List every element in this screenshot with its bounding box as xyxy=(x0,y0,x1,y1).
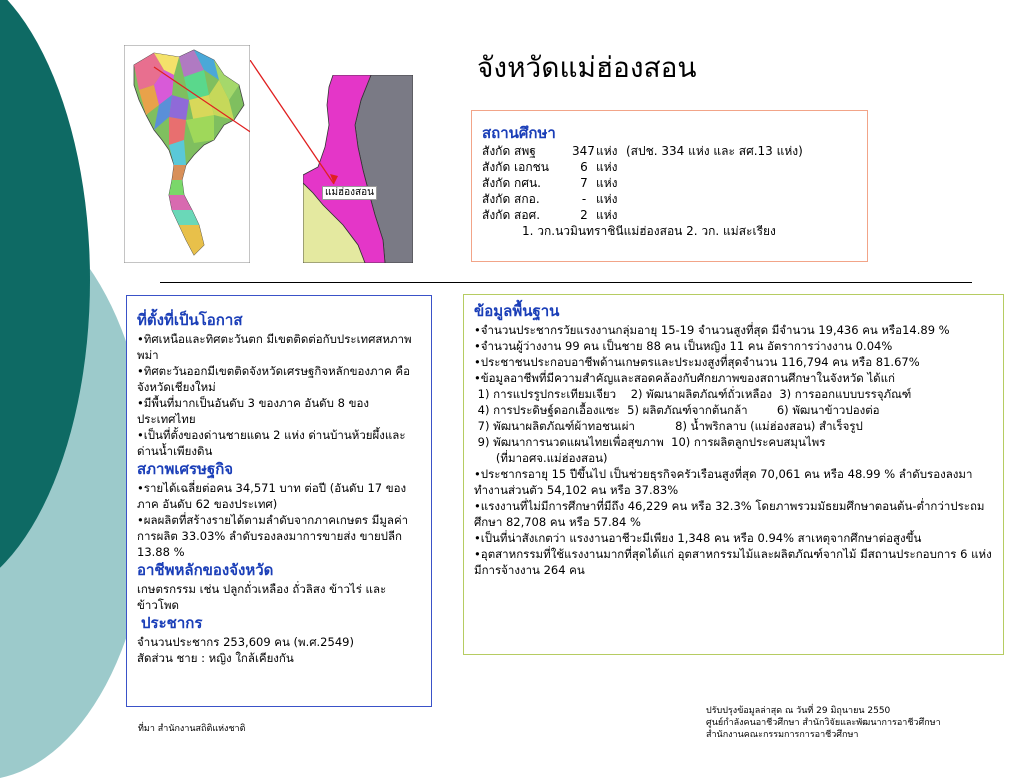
basic-data-item: •ประชากรอายุ 15 ปีขึ้นไป เป็นช่วยธุรกิจครัวเรือนสูงที่สุด 70,061 คน หรือ 48.99 % ลำดับรองลงมาทำงานส่วนตัว 54,102 คน หรือ 37.83% xyxy=(474,467,973,497)
divider xyxy=(160,282,972,283)
career-list-item: 1) การแปรรูปกระเทียมเจียว 2) พัฒนาผลิตภัณฑ์ถั่วเหลือง 3) การออกแบบบรรจุภัณฑ์ xyxy=(474,387,912,401)
school-unit: แห่ง xyxy=(596,176,618,190)
thailand-map xyxy=(124,45,250,263)
school-unit: แห่ง xyxy=(596,160,618,174)
school-org: สังกัด กศน. xyxy=(482,176,541,190)
career-text: เกษตรกรรม เช่น ปลูกถั่วเหลือง ถั่วลิสง ข้าวไร่ และข้าวโพด xyxy=(137,582,387,612)
basic-data-heading: ข้อมูลพื้นฐาน xyxy=(474,302,560,320)
basic-data-item: •ข้อมูลอาชีพที่มีความสำคัญและสอดคล้องกับศักยภาพของสถานศึกษาในจังหวัด ได้แก่ xyxy=(474,371,896,385)
map-label: แม่ฮ่องสอน xyxy=(322,186,377,200)
footer-note xyxy=(706,705,941,741)
school-unit: แห่ง xyxy=(596,144,618,158)
college-list: 1. วก.นวมินทราชินีแม่ฮ่องสอน 2. วก. แม่สะเรียง xyxy=(522,224,776,238)
footer-line: สำนักงานคณะกรรมการการอาชีวศึกษา xyxy=(706,730,859,740)
school-row xyxy=(482,207,857,223)
school-row xyxy=(482,159,857,175)
page-title: จังหวัดแม่ฮ่องสอน xyxy=(477,51,697,84)
school-unit: แห่ง xyxy=(596,208,618,222)
economy-item: •รายได้เฉลี่ยต่อคน 34,571 บาท ต่อปี (อันดับ 17 ของภาค อันดับ 62 ของประเทศ) xyxy=(137,481,407,511)
basic-data-item: •จำนวนประชากรวัยแรงงานกลุ่มอายุ 15-19 จำนวนสูงที่สุด มีจำนวน 19,436 คน หรือ14.89 % xyxy=(474,323,950,337)
school-row xyxy=(482,143,857,159)
school-count: 6 xyxy=(580,160,588,174)
footer-line: ปรับปรุงข้อมูลล่าสุด ณ วันที่ 29 มิถุนายน 2550 xyxy=(706,706,891,716)
population-item: สัดส่วน ชาย : หญิง ใกล้เคียงกัน xyxy=(137,651,294,665)
opportunity-item: •มีพื้นที่มากเป็นอันดับ 3 ของภาค อันดับ 8 ของประเทศไทย xyxy=(137,396,369,426)
career-list-item: 4) การประดิษฐ์ดอกเอื้องแซะ 5) ผลิตภัณฑ์จากต้นกล้า 6) พัฒนาข้าวปองต่อ xyxy=(474,403,880,417)
school-row xyxy=(482,191,857,207)
school-org: สังกัด สพฐ xyxy=(482,144,536,158)
school-note: (สปช. 334 แห่ง และ สศ.13 แห่ง) xyxy=(626,144,803,158)
population-item: จำนวนประชากร 253,609 คน (พ.ศ.2549) xyxy=(137,635,354,649)
basic-data-item: •แรงงานที่ไม่มีการศึกษาที่มีถึง 46,229 คน หรือ 32.3% โดยภาพรวมมัธยมศึกษาตอนต้น-ต่ำกว่าประถมศึกษา 82,708 คน หรือ 57.84 % xyxy=(474,499,985,529)
opportunity-item: •ทิศเหนือและทิศตะวันตก มีเขตติดต่อกับประเทศสหภาพพม่า xyxy=(137,332,412,362)
school-org: สังกัด สกอ. xyxy=(482,192,540,206)
basic-data-item: •อุตสาหกรรมที่ใช้แรงงานมากที่สุดได้แก่ อุตสาหกรรมไม้และผลิตภัณฑ์จากไม้ มีสถานประกอบการ 6 แห่ง มีการจ้างงาน 264 คน xyxy=(474,547,992,577)
school-org: สังกัด สอศ. xyxy=(482,208,541,222)
basic-data-item: •เป็นที่น่าสังเกตว่า แรงงานอาชีวะมีเพียง 1,348 คน หรือ 0.94% สาเหตุจากศึกษาต่อสูงขึ้น xyxy=(474,531,922,545)
economy-heading: สภาพเศรษฐกิจ xyxy=(137,460,234,478)
map-pointer-line xyxy=(250,60,340,190)
opportunity-item: •ทิศตะวันออกมีเขตติดจังหวัดเศรษฐกิจหลักของภาค คือจังหวัดเชียงใหม่ xyxy=(137,364,411,394)
career-heading: อาชีพหลักของจังหวัด xyxy=(137,561,274,579)
basic-data-box xyxy=(463,294,1004,655)
school-row xyxy=(482,175,857,191)
population-heading: ประชากร xyxy=(141,614,203,632)
footer-line: ศูนย์กำลังคนอาชีวศึกษา สำนักวิจัยและพัฒนาการอาชีวศึกษา xyxy=(706,718,941,728)
career-list-item: 9) พัฒนาการนวดแผนไทยเพื่อสุขภาพ 10) การผลิตลูกประคบสมุนไพร xyxy=(474,435,826,449)
career-source: (ที่มาอศจ.แม่ฮ่องสอน) xyxy=(474,451,608,465)
opportunity-heading: ที่ตั้งที่เป็นโอกาส xyxy=(137,311,243,329)
basic-data-item: •ประชาชนประกอบอาชีพด้านเกษตรและประมงสูงที่สุดจำนวน 116,794 คน หรือ 81.67% xyxy=(474,355,920,369)
school-heading: สถานศึกษา xyxy=(482,124,556,142)
economy-item: •ผลผลิตที่สร้างรายได้ตามลำดับจากภาคเกษตร มีมูลค่าการผลิต 33.03% ลำดับรองลงมาการขายส่ง ขายปลีก 13.88 % xyxy=(137,513,409,559)
school-unit: แห่ง xyxy=(596,192,618,206)
school-count: 7 xyxy=(580,176,588,190)
school-count: 2 xyxy=(580,208,588,222)
basic-data-item: •จำนวนผู้ว่างงาน 99 คน เป็นชาย 88 คน เป็นหญิง 11 คน อัตราการว่างงาน 0.04% xyxy=(474,339,893,353)
source-note: ที่มา สำนักงานสถิติแห่งชาติ xyxy=(138,724,246,734)
school-org: สังกัด เอกชน xyxy=(482,160,549,174)
school-count: 347 xyxy=(572,144,595,158)
school-info-box xyxy=(471,110,868,262)
opportunity-item: •เป็นที่ตั้งของด่านชายแดน 2 แห่ง ด่านบ้านห้วยผึ้งและด่านน้ำเพียงดิน xyxy=(137,428,406,458)
school-count: - xyxy=(581,192,587,206)
province-profile-box xyxy=(126,295,432,707)
career-list-item: 7) พัฒนาผลิตภัณฑ์ผ้าทอชนเผ่า 8) น้ำพริกลาบ (แม่ฮ่องสอน) สำเร็จรูป xyxy=(474,419,863,433)
